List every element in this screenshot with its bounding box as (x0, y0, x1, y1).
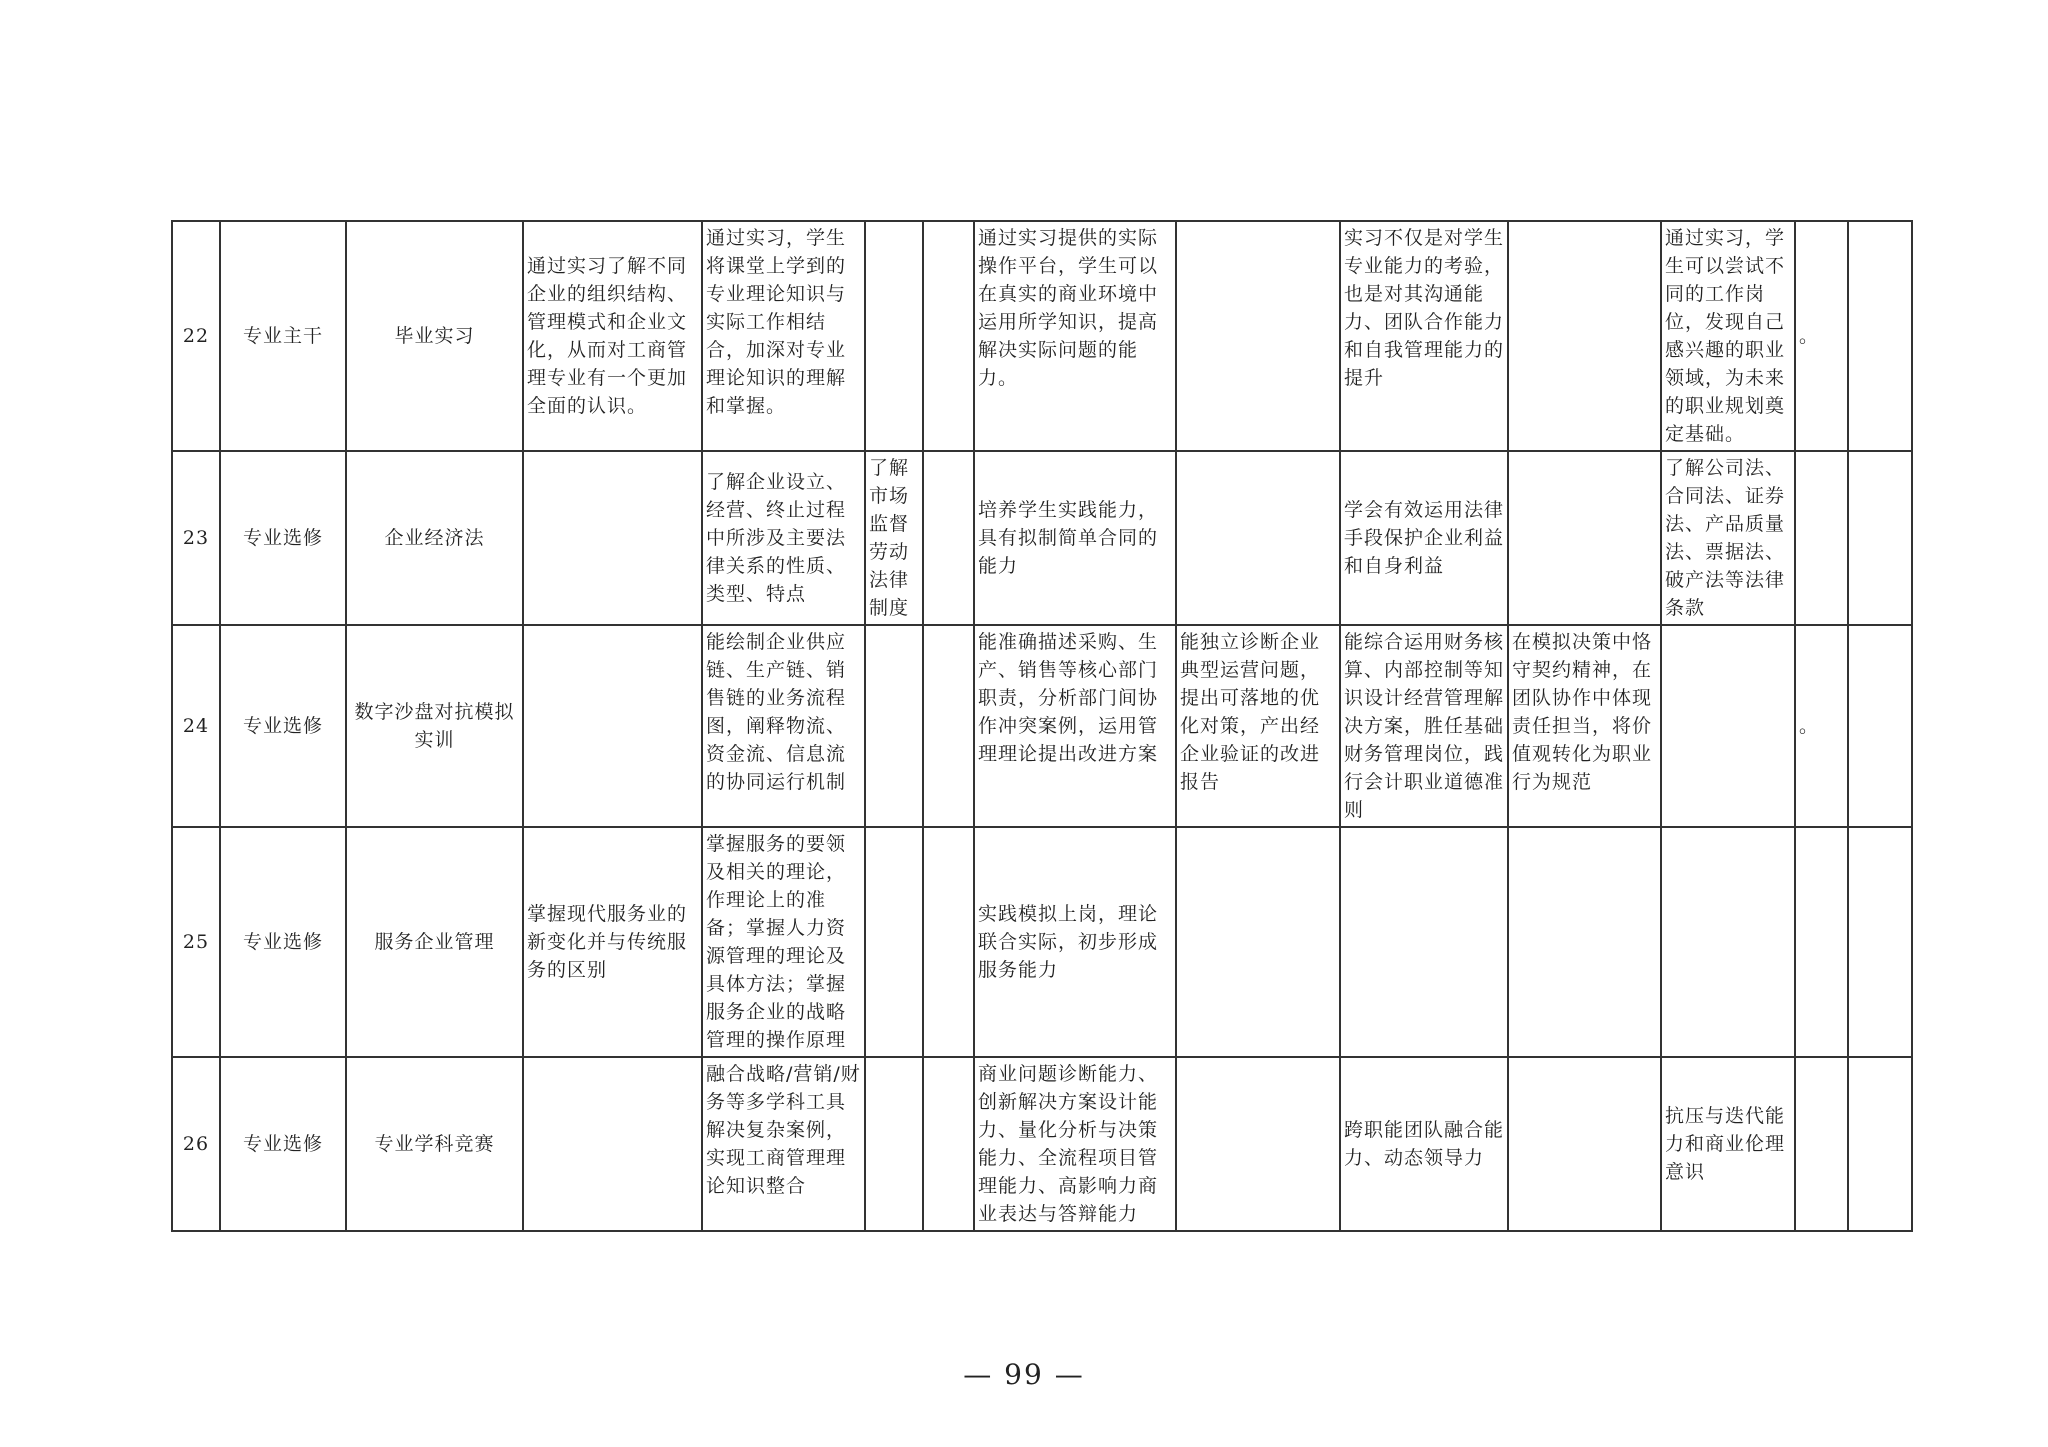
course-type: 专业选修 (220, 1057, 346, 1231)
course-type: 专业主干 (220, 221, 346, 451)
cell-quality-4 (1848, 1057, 1912, 1231)
cell-quality-4 (1848, 221, 1912, 451)
cell-ability-1: 培养学生实践能力，具有拟制简单合同的能力 (974, 451, 1176, 625)
course-name: 毕业实习 (346, 221, 523, 451)
cell-quality-3: 。 (1795, 221, 1848, 451)
course-name: 数字沙盘对抗模拟实训 (346, 625, 523, 827)
cell-ability-2 (1176, 221, 1340, 451)
table-row (172, 1057, 1912, 1231)
cell-knowledge-4 (923, 625, 974, 827)
cell-ability-2 (1176, 827, 1340, 1057)
cell-quality-3 (1795, 827, 1848, 1057)
row-number: 24 (172, 625, 220, 827)
course-name: 专业学科竞赛 (346, 1057, 523, 1231)
cell-ability-2 (1176, 451, 1340, 625)
table-row (172, 827, 1912, 1057)
cell-ability-1: 通过实习提供的实际操作平台，学生可以在真实的商业环境中运用所学知识，提高解决实际问题的能力。 (974, 221, 1176, 451)
cell-ability-1: 商业问题诊断能力、创新解决方案设计能力、量化分析与决策能力、全流程项目管理能力、高影响力商业表达与答辩能力 (974, 1057, 1176, 1231)
cell-quality-2 (1661, 625, 1795, 827)
cell-quality-3 (1795, 1057, 1848, 1231)
cell-quality-1 (1508, 827, 1661, 1057)
row-number: 22 (172, 221, 220, 451)
cell-quality-2: 通过实习，学生可以尝试不同的工作岗位，发现自己感兴趣的职业领域，为未来的职业规划奠定基础。 (1661, 221, 1795, 451)
cell-ability-3: 实习不仅是对学生专业能力的考验，也是对其沟通能力、团队合作能力和自我管理能力的提升 (1340, 221, 1508, 451)
cell-knowledge-1: 通过实习了解不同企业的组织结构、管理模式和企业文化，从而对工商管理专业有一个更加全面的认识。 (523, 221, 702, 451)
cell-knowledge-1 (523, 1057, 702, 1231)
cell-knowledge-3 (865, 625, 923, 827)
cell-quality-2: 了解公司法、合同法、证券法、产品质量法、票据法、破产法等法律条款 (1661, 451, 1795, 625)
cell-quality-4 (1848, 827, 1912, 1057)
cell-quality-3 (1795, 451, 1848, 625)
cell-quality-1: 在模拟决策中恪守契约精神，在团队协作中体现责任担当，将价值观转化为职业行为规范 (1508, 625, 1661, 827)
cell-knowledge-3: 了解市场监督劳动法律制度 (865, 451, 923, 625)
cell-knowledge-2: 了解企业设立、经营、终止过程中所涉及主要法律关系的性质、类型、特点 (702, 451, 865, 625)
cell-quality-4 (1848, 625, 1912, 827)
cell-knowledge-3 (865, 827, 923, 1057)
table-row (172, 451, 1912, 625)
cell-ability-3: 跨职能团队融合能力、动态领导力 (1340, 1057, 1508, 1231)
row-number: 26 (172, 1057, 220, 1231)
cell-quality-2 (1661, 827, 1795, 1057)
cell-quality-2: 抗压与迭代能力和商业伦理意识 (1661, 1057, 1795, 1231)
row-number: 25 (172, 827, 220, 1057)
table-row (172, 625, 1912, 827)
cell-ability-3: 能综合运用财务核算、内部控制等知识设计经营管理解决方案，胜任基础财务管理岗位，践行会计职业道德准则 (1340, 625, 1508, 827)
cell-knowledge-3 (865, 221, 923, 451)
cell-quality-1 (1508, 451, 1661, 625)
row-number: 23 (172, 451, 220, 625)
cell-quality-1 (1508, 221, 1661, 451)
cell-knowledge-4 (923, 827, 974, 1057)
cell-ability-2 (1176, 1057, 1340, 1231)
cell-knowledge-2: 通过实习，学生将课堂上学到的专业理论知识与实际工作相结合，加深对专业理论知识的理解和掌握。 (702, 221, 865, 451)
cell-quality-4 (1848, 451, 1912, 625)
cell-knowledge-4 (923, 1057, 974, 1231)
cell-ability-1: 能准确描述采购、生产、销售等核心部门职责，分析部门间协作冲突案例，运用管理理论提出改进方案 (974, 625, 1176, 827)
course-type: 专业选修 (220, 451, 346, 625)
cell-ability-3: 学会有效运用法律手段保护企业利益和自身利益 (1340, 451, 1508, 625)
cell-ability-1: 实践模拟上岗，理论联合实际，初步形成服务能力 (974, 827, 1176, 1057)
course-type: 专业选修 (220, 827, 346, 1057)
course-name: 服务企业管理 (346, 827, 523, 1057)
table-body (172, 221, 1912, 1231)
cell-knowledge-1: 掌握现代服务业的新变化并与传统服务的区别 (523, 827, 702, 1057)
cell-quality-3: 。 (1795, 625, 1848, 827)
cell-knowledge-2: 融合战略/营销/财务等多学科工具解决复杂案例，实现工商管理理论知识整合 (702, 1057, 865, 1231)
course-name: 企业经济法 (346, 451, 523, 625)
page-number: — 99 — (963, 1358, 1085, 1391)
table-row (172, 221, 1912, 451)
cell-knowledge-1 (523, 625, 702, 827)
cell-knowledge-4 (923, 451, 974, 625)
cell-ability-3 (1340, 827, 1508, 1057)
cell-knowledge-4 (923, 221, 974, 451)
cell-knowledge-3 (865, 1057, 923, 1231)
course-type: 专业选修 (220, 625, 346, 827)
cell-ability-2: 能独立诊断企业典型运营问题，提出可落地的优化对策，产出经企业验证的改进报告 (1176, 625, 1340, 827)
cell-knowledge-2: 能绘制企业供应链、生产链、销售链的业务流程图，阐释物流、资金流、信息流的协同运行机制 (702, 625, 865, 827)
cell-knowledge-2: 掌握服务的要领及相关的理论，作理论上的准备；掌握人力资源管理的理论及具体方法；掌握服务企业的战略管理的操作原理 (702, 827, 865, 1057)
cell-knowledge-1 (523, 451, 702, 625)
course-objectives-table (171, 220, 1913, 1232)
cell-quality-1 (1508, 1057, 1661, 1231)
